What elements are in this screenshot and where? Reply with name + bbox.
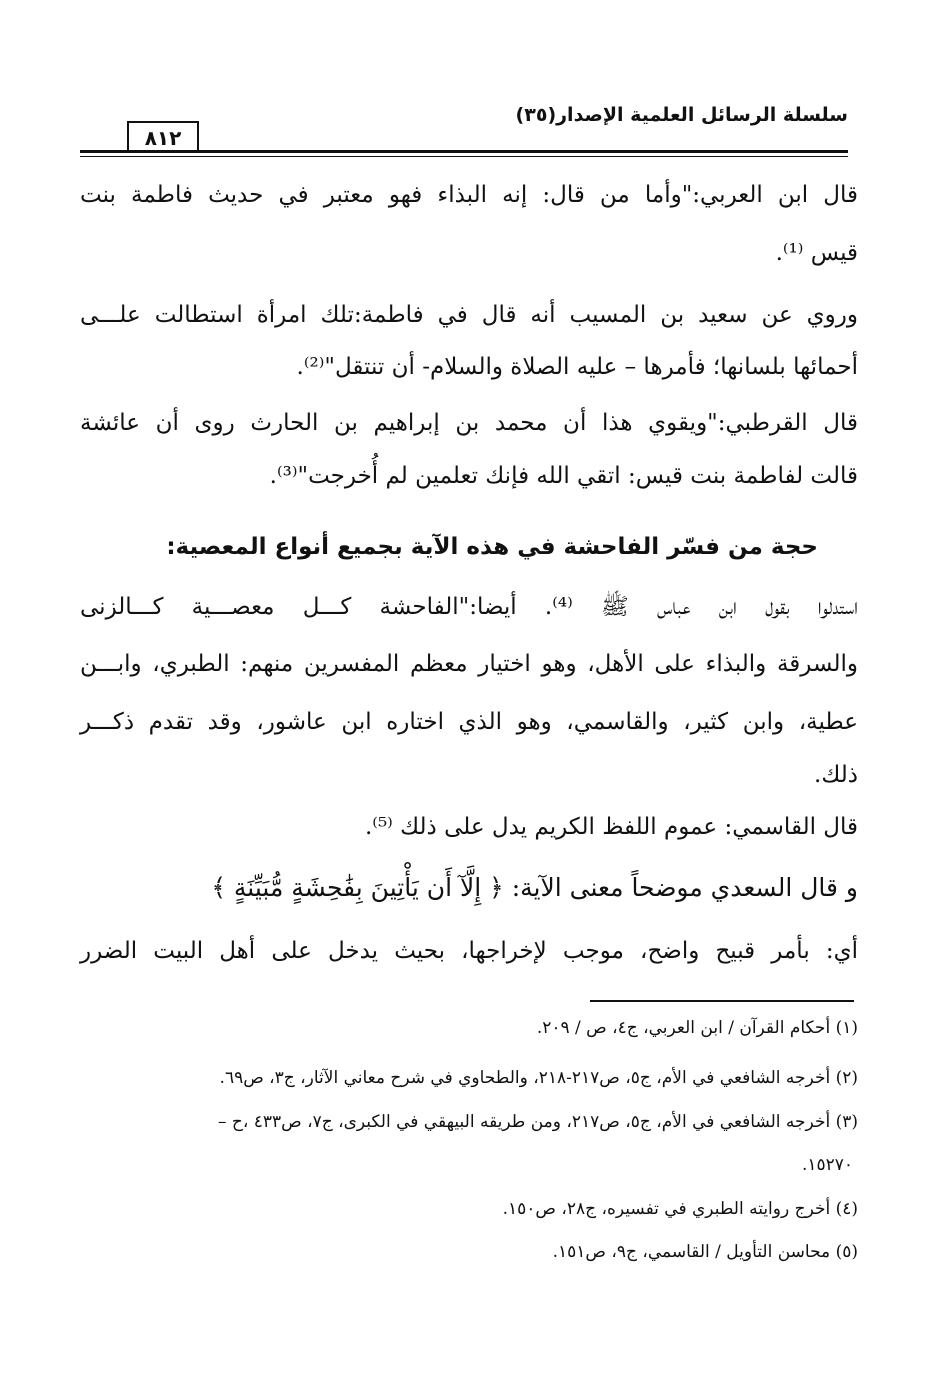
paragraph-line: عطية، وابن كثير، والقاسمي، وهو الذي اختاره ابن عاشور، وقد تقدم ذكـــر xyxy=(80,709,858,735)
section-heading: حجة من فسّر الفاحشة في هذه الآية بجميع أنواع المعصية: xyxy=(166,534,818,560)
quran-verse-line: و قال السعدي موضحاً معنى الآية: ﴿ إِلَّآ أَن يَأْتِينَ بِفَٰحِشَةٍ مُّبَيِّنَةٍ ﴾ xyxy=(211,873,858,902)
footnote-5: (٥) محاسن التأويل / القاسمي، ج٩، ص١٥١. xyxy=(552,1242,858,1262)
header-rule xyxy=(80,150,848,153)
paragraph-line: قال القرطبي:"ويقوي هذا أن محمد بن إبراهيم بن الحارث روى أن عائشة xyxy=(80,410,858,436)
paragraph-line: والسرقة والبذاء على الأهل، وهو اختيار معظم المفسرين منهم: الطبري، وابـــن xyxy=(80,651,858,677)
paragraph-line: قال ابن العربي:"وأما من قال: إنه البذاء فهو معتبر في حديث فاطمة بنت xyxy=(80,182,858,208)
footnote-3: (٣) أخرجه الشافعي في الأم، ج٥، ص٢١٧، ومن طريقه البيهقي في الكبرى، ج٧، ص٤٣٣ ،ح – xyxy=(217,1112,858,1132)
paragraph-line: قيس ⁽¹⁾. xyxy=(775,240,858,266)
footnote-4: (٤) أخرج روايته الطبري في تفسيره، ج٢٨، ص١٥٠. xyxy=(502,1199,858,1219)
footnote-3-continued: ١٥٢٧٠. xyxy=(801,1155,853,1175)
series-title: سلسلة الرسائل العلمية الإصدار(٣٥) xyxy=(515,104,848,126)
paragraph-line: أحمائها بلسانها؛ فأمرها – عليه الصلاة والسلام- أن تنتقل"⁽²⁾. xyxy=(296,354,858,380)
paragraph-line: قالت لفاطمة بنت قيس: اتقي الله فإنك تعلمين لم أُخرجت"⁽³⁾. xyxy=(269,463,858,489)
footnote-1: (١) أحكام القرآن / ابن العربي، ج٤، ص / ٢٠٩. xyxy=(536,1018,858,1038)
footnote-separator xyxy=(590,1000,854,1002)
paragraph-line: أي: بأمر قبيح واضح، موجب لإخراجها، بحيث يدخل على أهل البيت الضرر xyxy=(80,938,858,964)
footnote-2: (٢) أخرجه الشافعي في الأم، ج٥، ص٢١٧-٢١٨، والطحاوي في شرح معاني الآثار، ج٣، ص٦٩. xyxy=(219,1068,858,1088)
header-rule-thin xyxy=(80,156,848,157)
page-number: ٨١٢ xyxy=(127,121,199,151)
paragraph-line: ذلك. xyxy=(814,762,858,788)
paragraph-line: قال القاسمي: عموم اللفظ الكريم يدل على ذلك ⁽⁵⁾. xyxy=(364,814,858,840)
paragraph-line: استدلوا بقول ابن عباس ﷺ ⁽⁴⁾. أيضا:"الفاحشة كـــل معصـــية كـــالزنى xyxy=(80,594,858,620)
paragraph-line: وروي عن سعيد بن المسيب أنه قال في فاطمة:تلك امرأة استطالت علـــى xyxy=(80,302,858,328)
